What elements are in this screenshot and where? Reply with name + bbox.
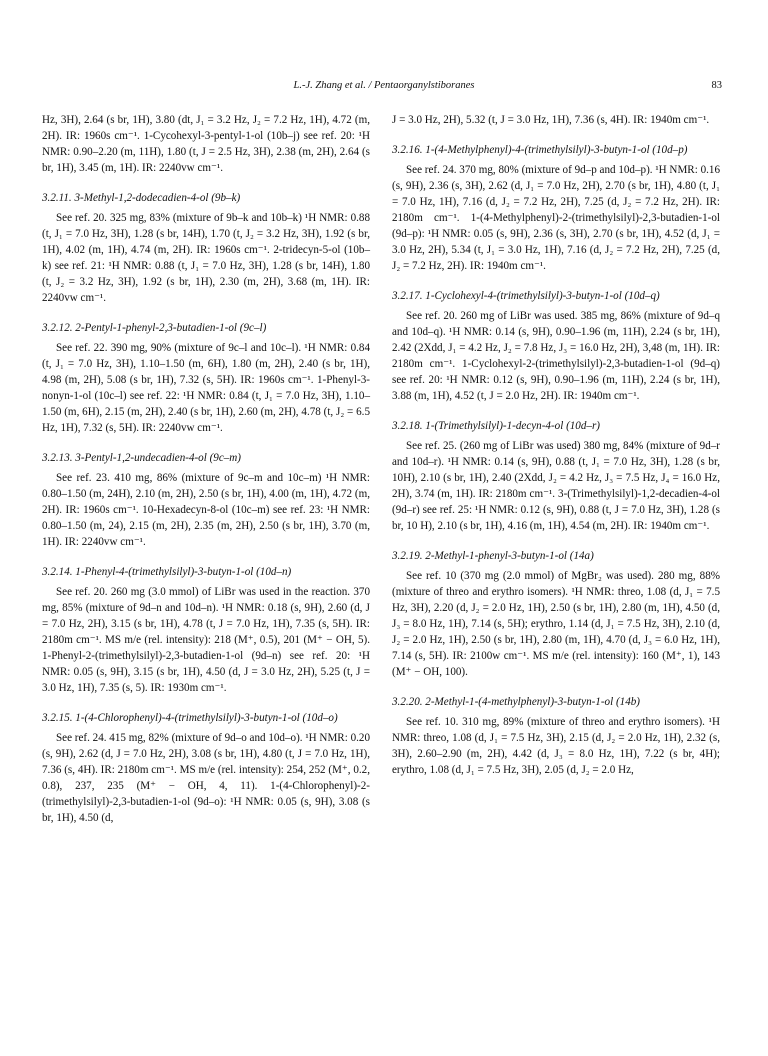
section-heading: 3.2.15. 1-(4-Chlorophenyl)-4-(trimethylsilyl)-3-butyn-1-ol (10d–o) [42,712,338,724]
section-heading: 3.2.14. 1-Phenyl-4-(trimethylsilyl)-3-butyn-1-ol (10d–n) [42,566,292,578]
section-heading: 3.2.17. 1-Cyclohexyl-4-(trimethylsilyl)-3-butyn-1-ol (10d–q) [392,290,660,302]
left-column [42,112,370,832]
section-heading: 3.2.12. 2-Pentyl-1-phenyl-2,3-butadien-1-ol (9c–l) [42,322,267,334]
paragraph: See ref. 24. 370 mg, 80% (mixture of 9d–p and 10d–p). ¹H NMR: 0.16 (s, 9H), 2.36 (s, 3H), 2.62 (d, J₁ = 7.0 Hz, 2H), 2.70 (s br, 1H), 4.80 (t, J₁ = 7.0 Hz, 1H), 7.16 (d, J₂ = 7.2 Hz, 2H), 7.25 (d, J₂ = 7.2 Hz, 2H). IR: 2180m cm⁻¹. 1-(4-Methylphenyl)-2-(trimethylsilyl)-2,3-butadien-1-ol (9d–p): ¹H NMR: 0.05 (s, 9H), 2.36 (s, 3H), 2.70 (s br, 1H), 4.52 (d, J₁ = 3.0 Hz, 2H), 5.34 (t, J₁ = 3.0 Hz, 1H), 7.16 (d, J₂ = 7.2 Hz, 2H), 7.25 (d, J₂ = 7.2 Hz, 2H). IR: 1940m cm⁻¹. [392,164,720,272]
section-heading: 3.2.20. 2-Methyl-1-(4-methylphenyl)-3-butyn-1-ol (14b) [392,696,640,708]
paragraph: See ref. 10 (370 mg (2.0 mmol) of MgBr₂ was used). 280 mg, 88% (mixture of threo and erythro isomers). ¹H NMR: threo, 1.08 (d, J₁ = 7.5 Hz, 3H), 2.20 (d, J₂ = 2.0 Hz, 1H), 2.50 (s br, 1H), 2.80 (m, 1H), 4.50 (d, J₃ = 8.0 Hz, 1H), 7.14 (s, 5H); erythro, 1.14 (d, J₁ = 7.5 Hz, 3H), 2.10 (d, J₂ = 2.0 Hz, 1H), 2.50 (s br, 1H), 2.80 (m, 1H), 4.70 (d, J₃ = 6.0 Hz, 1H), 7.14 (s, 5H). IR: 2100w cm⁻¹. MS m/e (rel. intensity): 160 (M⁺, 1), 143 (M⁺ − OH, 100). [392,570,720,678]
paragraph: See ref. 23. 410 mg, 86% (mixture of 9c–m and 10c–m) ¹H NMR: 0.80–1.50 (m, 24H), 2.10 (m, 2H), 2.50 (s br, 1H), 4.00 (m, 1H), 4.72 (m, 2H). IR: 1960s cm⁻¹. 10-Hexadecyn-8-ol (10c–m) see ref. 23: ¹H NMR: 0.80–1.50 (m, 24), 2.15 (m, 2H), 2.35 (m, 2H), 2.50 (s br, 1H), 3.70 (m, 1H). IR: 2240vw cm⁻¹. [42,472,370,548]
paragraph: See ref. 10. 310 mg, 89% (mixture of threo and erythro isomers). ¹H NMR: threo, 1.08 (d, J₁ = 7.5 Hz, 3H), 2.15 (d, J₂ = 2.0 Hz, 1H), 2.32 (s, 3H), 2.60–2.90 (m, 2H), 4.42 (d, J₃ = 8.0 Hz, 1H), 7.22 (s br, 4H); erythro, 1.08 (d, J₁ = 7.5 Hz, 3H), 2.05 (d, J₂ = 2.0 Hz, [392,716,720,776]
continued-paragraph: J = 3.0 Hz, 2H), 5.32 (t, J = 3.0 Hz, 1H), 7.36 (s, 4H). IR: 1940m cm⁻¹. [392,114,710,126]
section-heading: 3.2.13. 3-Pentyl-1,2-undecadien-4-ol (9c–m) [42,452,242,464]
page-number: 83 [711,80,722,91]
section-heading: 3.2.19. 2-Methyl-1-phenyl-3-butyn-1-ol (14a) [392,550,594,562]
paragraph: See ref. 24. 415 mg, 82% (mixture of 9d–o and 10d–o). ¹H NMR: 0.20 (s, 9H), 2.62 (d, J = 7.0 Hz, 2H), 3.08 (s br, 1H), 4.80 (t, J = 7.0 Hz, 1H), 7.36 (s, 4H). IR: 2180m cm⁻¹. MS m/e (rel. intensity): 254, 252 (M⁺, 0.2, 0.8), 237, 235 (M⁺ − OH, 4, 11). 1-(4-Chlorophenyl)-2-(trimethylsilyl)-2,3-butadien-1-ol (9d–o): ¹H NMR: 0.05 (s, 9H), 3.08 (s br, 1H), 4.50 (d, [42,732,370,824]
paragraph: See ref. 25. (260 mg of LiBr was used) 380 mg, 84% (mixture of 9d–r and 10d–r). ¹H NMR: 0.14 (s, 9H), 0.88 (t, J₁ = 7.0 Hz, 3H), 1.28 (s br, 10H), 2.10 (s br, 1H), 2.40 (2Xdd, J₂ = 4.2 Hz, J₃ = 7.5 Hz, J₄ = 16.0 Hz, 2H), 3.74 (m, 1H). IR: 2180m cm⁻¹. 3-(Trimethylsilyl)-1,2-decadien-4-ol (9d–r) see ref. 25: ¹H NMR: 0.12 (s, 9H), 0.88 (t, J = 7.0 Hz, 3H), 1.28 (s br, 10 H), 2.10 (s br, 1H), 4.16 (m, 1H), 4.54 (m, 2H). IR: 1940m cm⁻¹. [392,440,720,532]
section-heading: 3.2.16. 1-(4-Methylphenyl)-4-(trimethylsilyl)-3-butyn-1-ol (10d–p) [392,144,688,156]
paragraph: See ref. 22. 390 mg, 90% (mixture of 9c–l and 10c–l). ¹H NMR: 0.84 (t, J₁ = 7.0 Hz, 3H), 1.10–1.50 (m, 6H), 1.80 (m, 2H), 2.40 (s br, 1H), 4.98 (m, 2H), 5.08 (s br, 1H), 7.32 (s, 5H). IR: 1960s cm⁻¹. 1-Phenyl-3-nonyn-1-ol (10c–l) see ref. 22: ¹H NMR: 0.84 (t, J₁ = 7.0 Hz, 3H), 1.10–1.50 (m, 6H), 2.15 (m, 2H), 2.40 (s br, 1H), 2.60 (m, 2H), 4.78 (t, J₂ = 6.5 Hz, 1H), 7.32 (s, 5H). IR: 2240vw cm⁻¹. [42,342,370,434]
paragraph: See ref. 20. 260 mg (3.0 mmol) of LiBr was used in the reaction. 370 mg, 85% (mixture of 9d–n and 10d–n). ¹H NMR: 0.18 (s, 9H), 2.60 (d, J = 7.0 Hz, 2H), 3.15 (s br, 1H), 4.78 (t, J = 7.0 Hz, 1H), 7.35 (s, 5H). IR: 2180m cm⁻¹. MS m/e (rel. intensity): 218 (M⁺, 0.5), 201 (M⁺ − OH, 5). 1-Phenyl-2-(trimethylsilyl)-2,3-butadien-1-ol (9d–n) see ref. 20: ¹H NMR: 0.05 (s, 9H), 3.15 (s br, 1H), 4.50 (d, J = 3.0 Hz, 2H), 5.25 (t, J = 3.0 Hz, 1H), 7.35 (s, 5). IR: 1930m cm⁻¹. [42,586,370,694]
running-title: L.-J. Zhang et al. / Pentaorganylstiboranes [293,80,475,91]
continued-paragraph: Hz, 3H), 2.64 (s br, 1H), 3.80 (dt, J₁ = 3.2 Hz, J₂ = 7.2 Hz, 1H), 4.72 (m, 2H). IR: 1960s cm⁻¹. 1-Cycohexyl-3-pentyl-1-ol (10b–j) see ref. 20: ¹H NMR: 0.90–2.20 (m, 11H), 1.80 (t, J = 2.5 Hz, 3H), 2.38 (m, 2H), 2.64 (s br, 1H), 3.45 (m, 1H). IR: 2240vw cm⁻¹. [42,114,370,174]
right-column [392,112,720,784]
paragraph: See ref. 20. 260 mg of LiBr was used. 385 mg, 86% (mixture of 9d–q and 10d–q). ¹H NMR: 0.14 (s, 9H), 0.90–1.96 (m, 11H), 2.24 (s br, 1H), 2.42 (2Xdd, J₁ = 4.2 Hz, J₂ = 7.8 Hz, J₃ = 16.0 Hz, 2H), 3,48 (m, 1H). IR: 2180m cm⁻¹. 1-Cyclohexyl-2-(trimethylsilyl)-2,3-butadien-1-ol (9d–q) see ref. 20: ¹H NMR: 0.12 (s, 9H), 0.90–1.96 (m, 11H), 2.24 (s br, 1H), 3.88 (m, 1H), 4.52 (t, J = 2.0 Hz, 2H). IR: 1940m cm⁻¹. [392,310,720,402]
running-header [42,80,726,96]
section-heading: 3.2.11. 3-Methyl-1,2-dodecadien-4-ol (9b–k) [42,192,241,204]
paragraph: See ref. 20. 325 mg, 83% (mixture of 9b–k and 10b–k) ¹H NMR: 0.88 (t, J₁ = 7.0 Hz, 3H), 1.28 (s br, 14H), 1.70 (t, J₂ = 3.2 Hz, 3H), 1.92 (s br, 1H), 4.02 (m, 1H), 4.74 (m, 2H). IR: 1960s cm⁻¹. 2-tridecyn-5-ol (10b–k) see ref. 21: ¹H NMR: 0.88 (t, J₁ = 7.0 Hz, 3H), 1.28 (s br, 14H), 1.80 (t, J₂ = 3.2 Hz, 3H), 1.92 (s br, 1H), 2.30 (m, 2H), 3.68 (m, 1H). IR: 2240vw cm⁻¹. [42,212,370,304]
section-heading: 3.2.18. 1-(Trimethylsilyl)-1-decyn-4-ol (10d–r) [392,420,600,432]
